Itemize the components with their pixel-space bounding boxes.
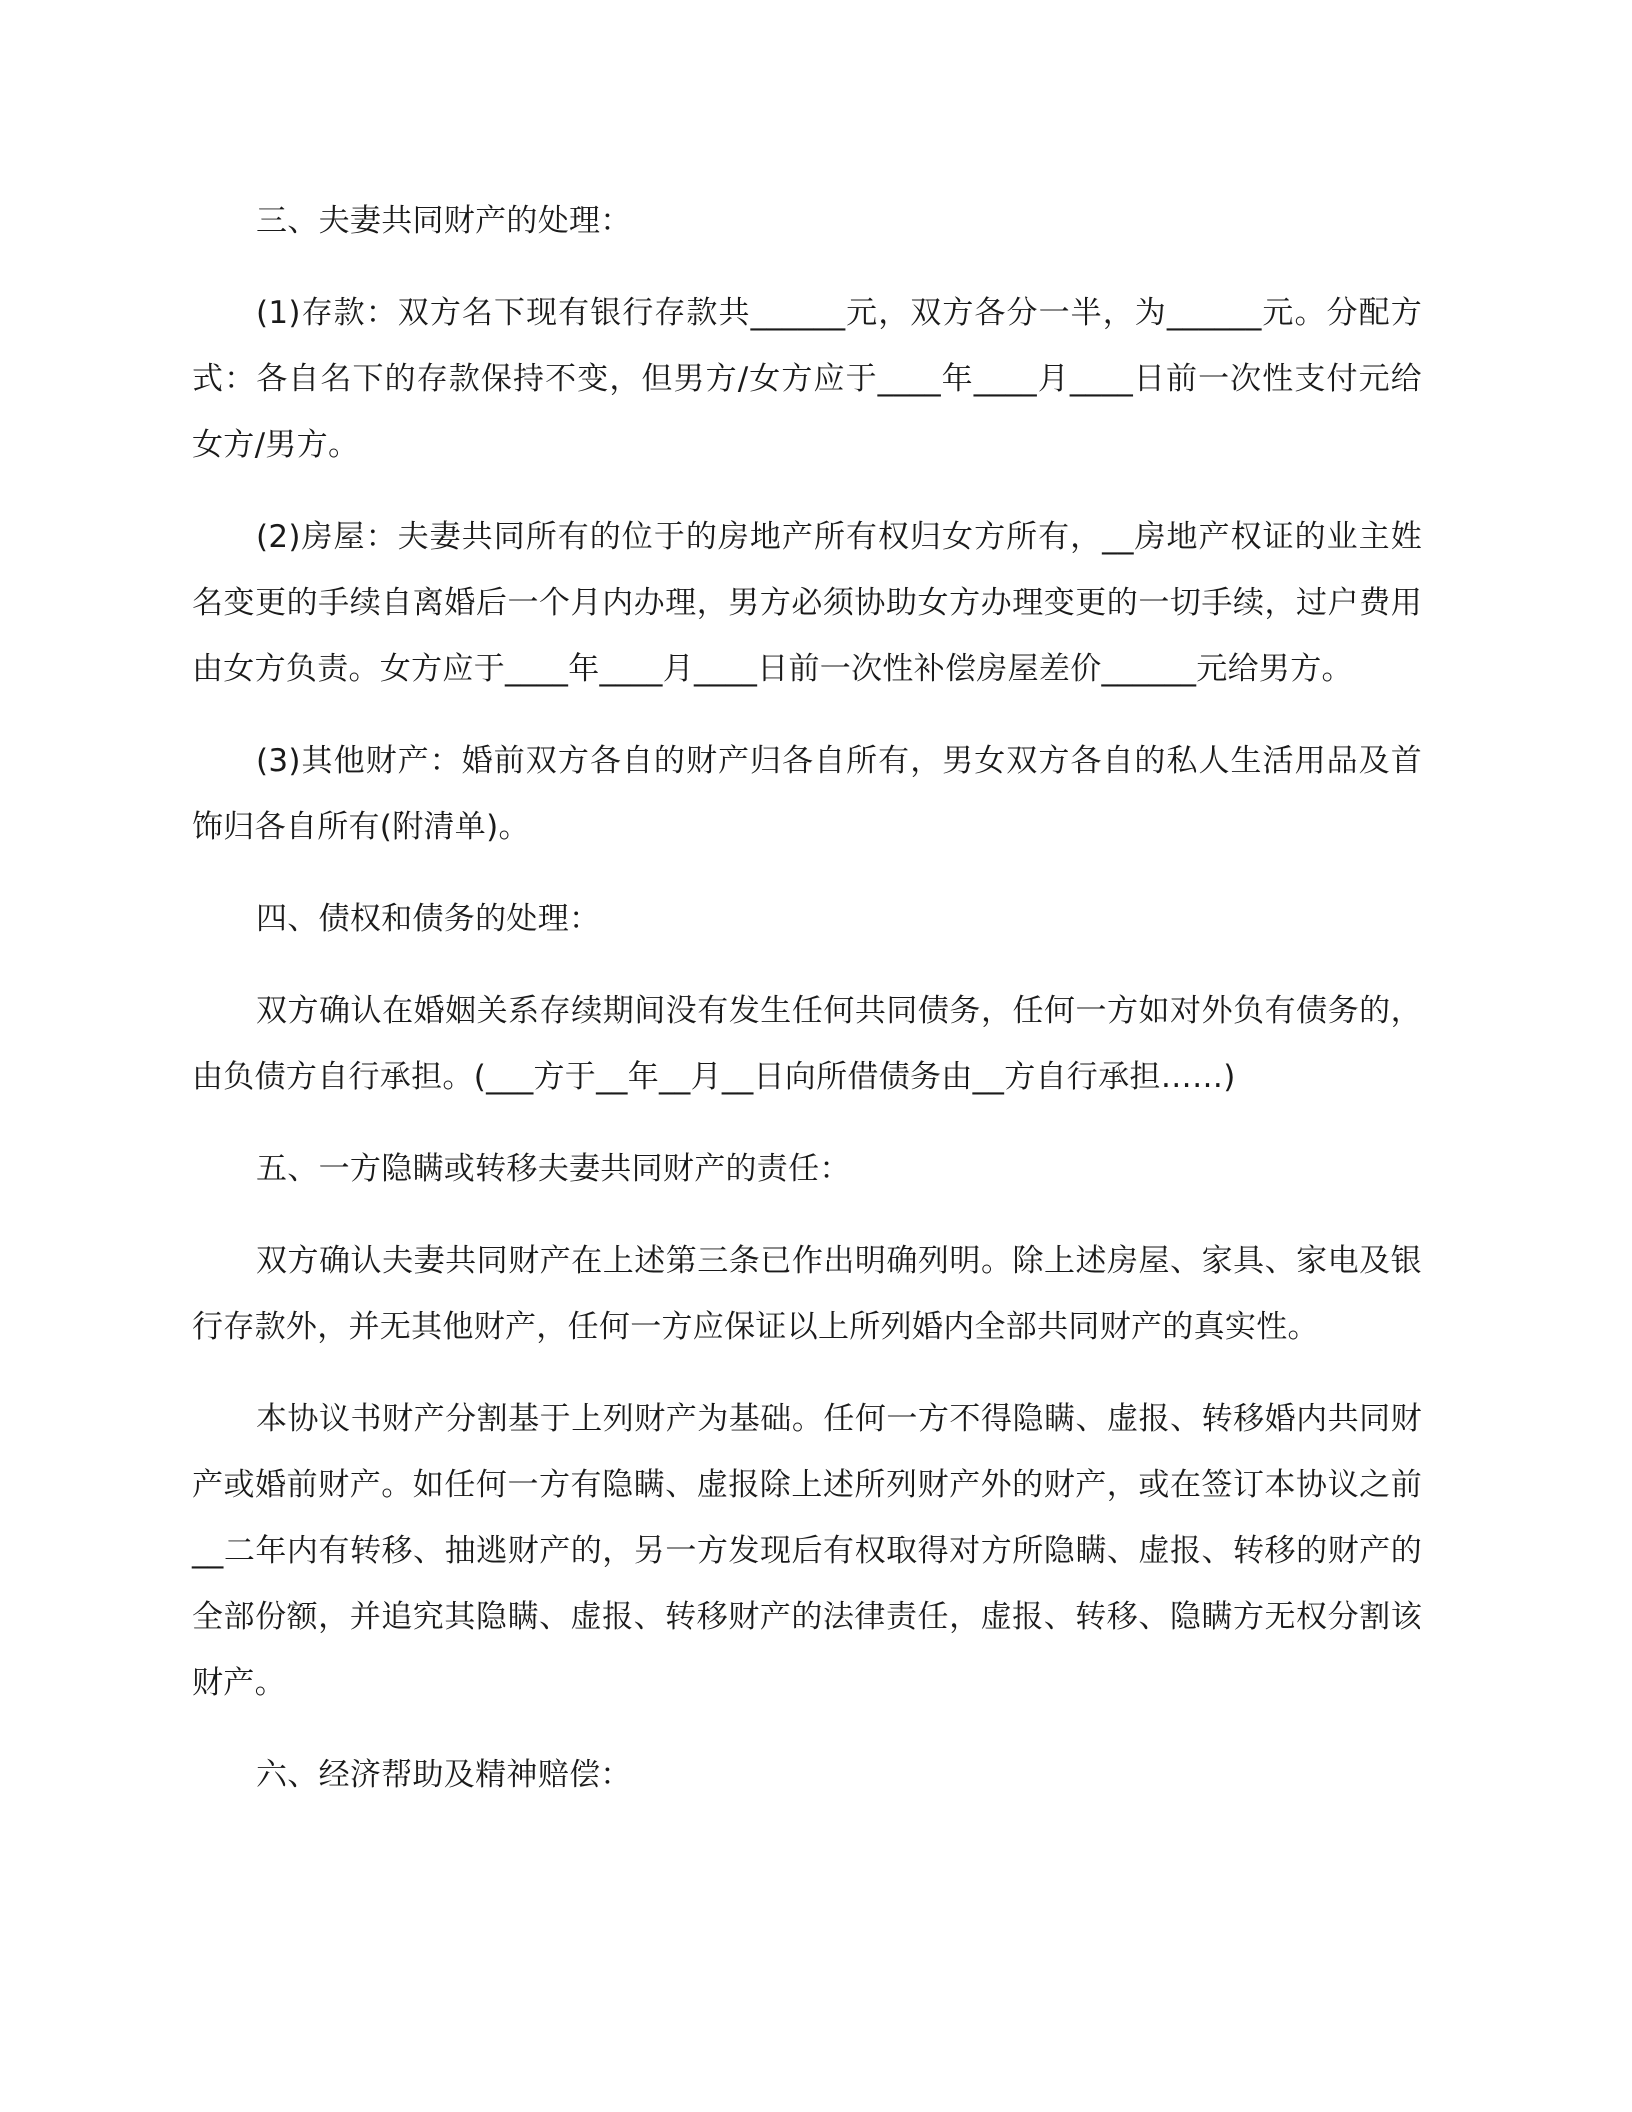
section-6-heading: 六、经济帮助及精神赔偿： <box>256 1757 632 1793</box>
section-3-heading: 三、夫妻共同财产的处理： <box>256 203 632 239</box>
section-4-heading: 四、债权和债务的处理： <box>256 901 601 937</box>
deposit-clause: (1)存款：双方名下现有银行存款共______元，双方各分一半，为______元。分配方式：各自名下的存款保持不变，但男方/女方应于____年____月____日前一次性支付元给女方/男方。 <box>192 295 1422 463</box>
concealment-liability-clause: 本协议书财产分割基于上列财产为基础。任何一方不得隐瞒、虚报、转移婚内共同财产或婚前财产。如任何一方有隐瞒、虚报除上述所列财产外的财产，或在签订本协议之前__二年内有转移、抽逃财产的，另一方发现后有权取得对方所隐瞒、虚报、转移的财产的全部份额，并追究其隐瞒、虚报、转移财产的法律责任，虚报、转移、隐瞒方无权分割该财产。 <box>192 1401 1422 1701</box>
section-5-heading: 五、一方隐瞒或转移夫妻共同财产的责任： <box>256 1151 851 1187</box>
house-clause: (2)房屋：夫妻共同所有的位于的房地产所有权归女方所有，__房地产权证的业主姓名变更的手续自离婚后一个月内办理，男方必须协助女方办理变更的一切手续，过户费用由女方负责。女方应于____年____月____日前一次性补偿房屋差价______元给男方。 <box>192 519 1422 687</box>
debt-clause: 双方确认在婚姻关系存续期间没有发生任何共同债务，任何一方如对外负有债务的，由负债方自行承担。(___方于__年__月__日向所借债务由__方自行承担……) <box>192 993 1422 1095</box>
document-body <box>192 188 1422 1834</box>
property-confirmation-clause: 双方确认夫妻共同财产在上述第三条已作出明确列明。除上述房屋、家具、家电及银行存款外，并无其他财产，任何一方应保证以上所列婚内全部共同财产的真实性。 <box>192 1243 1422 1345</box>
other-property-clause: (3)其他财产：婚前双方各自的财产归各自所有，男女双方各自的私人生活用品及首饰归各自所有(附清单)。 <box>192 743 1422 845</box>
